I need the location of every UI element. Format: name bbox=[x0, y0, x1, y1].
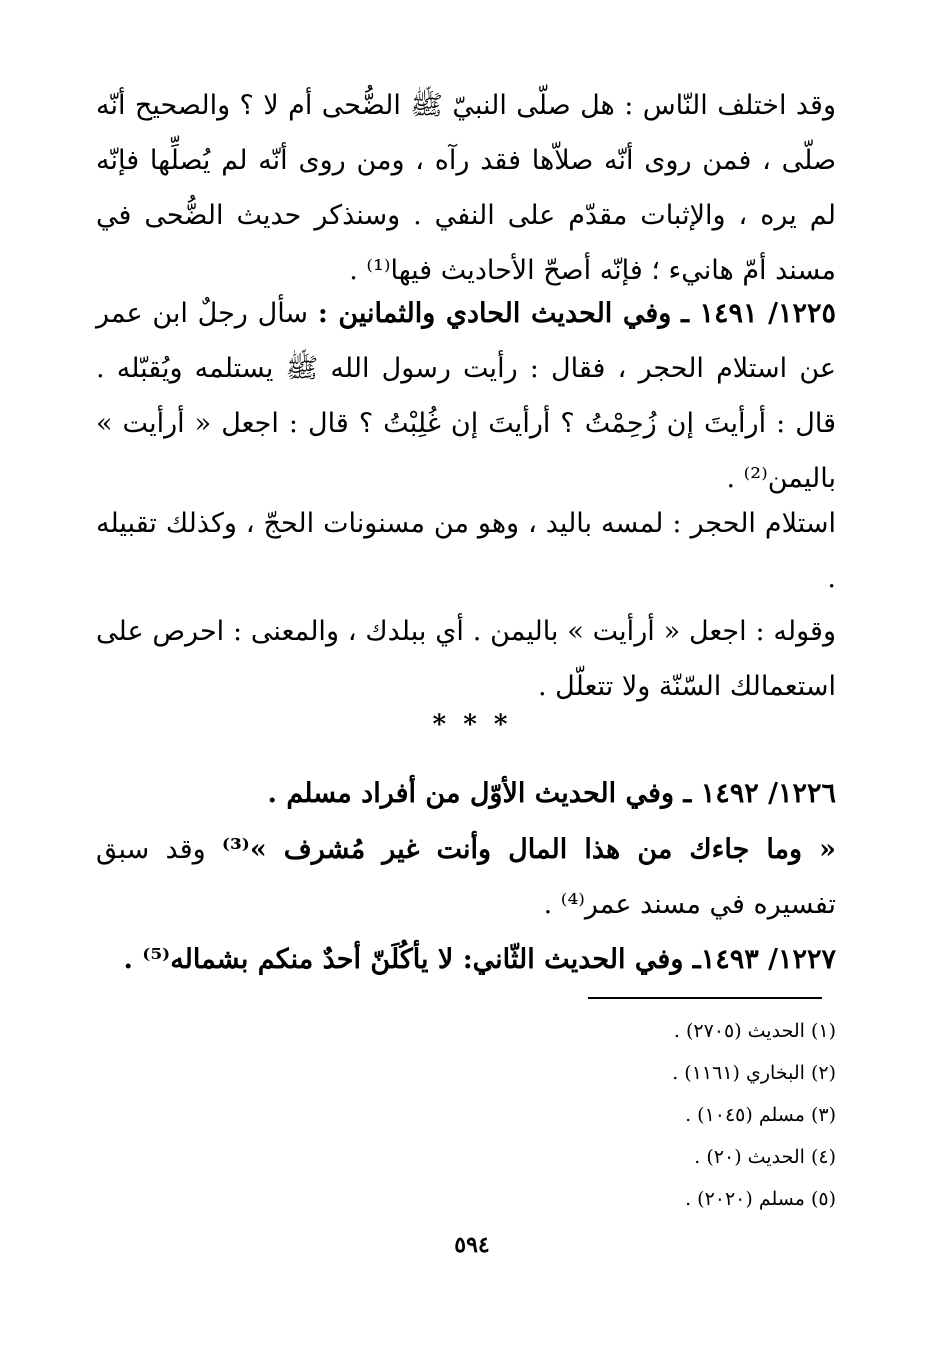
footnote-3: (٣) مسلم (١٠٤٥) . bbox=[685, 1104, 836, 1126]
hadith-1226-quote: « وما جاءك من هذا المال وأنت غير مُشرف »⁽³⁾ bbox=[221, 834, 836, 865]
hadith-1226-heading: ١٢٢٦/ ١٤٩٢ ـ وفي الحديث الأوّل من أفراد مسلم . bbox=[267, 778, 836, 809]
hadith-1225-number: ١٢٢٥/ ١٤٩١ ـ bbox=[681, 298, 836, 329]
hadith-1227 bbox=[96, 932, 836, 987]
section-separator: * * * bbox=[432, 710, 512, 740]
hadith-1227-text: لا يأكُلَنّ أحدٌ منكم بشماله⁽⁵⁾ . bbox=[123, 944, 454, 975]
page-number: ٥٩٤ bbox=[454, 1232, 490, 1258]
paragraph-istilam: استلام الحجر : لمسه باليد ، وهو من مسنونات الحجّ ، وكذلك تقبيله . bbox=[96, 508, 836, 594]
hadith-1225 bbox=[96, 286, 836, 506]
footnote-5: (٥) مسلم (٢٠٢٠) . bbox=[685, 1188, 836, 1210]
footnote-2: (٢) البخاري (١١٦١) . bbox=[672, 1062, 836, 1084]
hadith-1225-text: سأل رجلٌ ابن عمر عن استلام الحجر ، فقال : رأيت رسول الله ﷺ يستلمه ويُقبّله . قال : أرأيتَ إن زُحِمْتُ ؟ أرأيتَ إن غُلِبْتُ ؟ قال : اجعل « أرأيت » باليمن⁽²⁾ . bbox=[96, 298, 836, 494]
hadith-1226-body bbox=[96, 822, 836, 932]
hadith-1225-title: وفي الحديث الحادي والثمانين : bbox=[317, 298, 672, 329]
paragraph-qawluhu: وقوله : اجعل « أرأيت » باليمن . أي ببلدك ، والمعنى : احرص على استعمالك السّنّة ولا تتعلّل . bbox=[96, 616, 836, 702]
hadith-1227-heading: ١٢٢٧/ ١٤٩٣ـ وفي الحديث الثّاني: bbox=[462, 944, 836, 975]
paragraph-duha: وقد اختلف النّاس : هل صلّى النبيّ ﷺ الضُّحى أم لا ؟ والصحيح أنّه صلّى ، فمن روى أنّه صلاّها فقد رآه ، ومن روى أنّه لم يُصلِّها فإنّه لم يره ، والإثبات مقدّم على النفي . وسنذكر حديث الضُّحى في مسند أمّ هانيء ؛ فإنّه أصحّ الأحاديث فيها⁽¹⁾ . bbox=[96, 90, 836, 286]
footnote-4: (٤) الحديث (٢٠) . bbox=[694, 1146, 836, 1168]
footnote-1: (١) الحديث (٢٧٠٥) . bbox=[673, 1020, 836, 1042]
hadith-1226-text: وقد سبق تفسيره في مسند عمر⁽⁴⁾ . bbox=[96, 834, 836, 920]
footnote-divider bbox=[588, 997, 822, 999]
footnotes bbox=[440, 1010, 836, 1220]
